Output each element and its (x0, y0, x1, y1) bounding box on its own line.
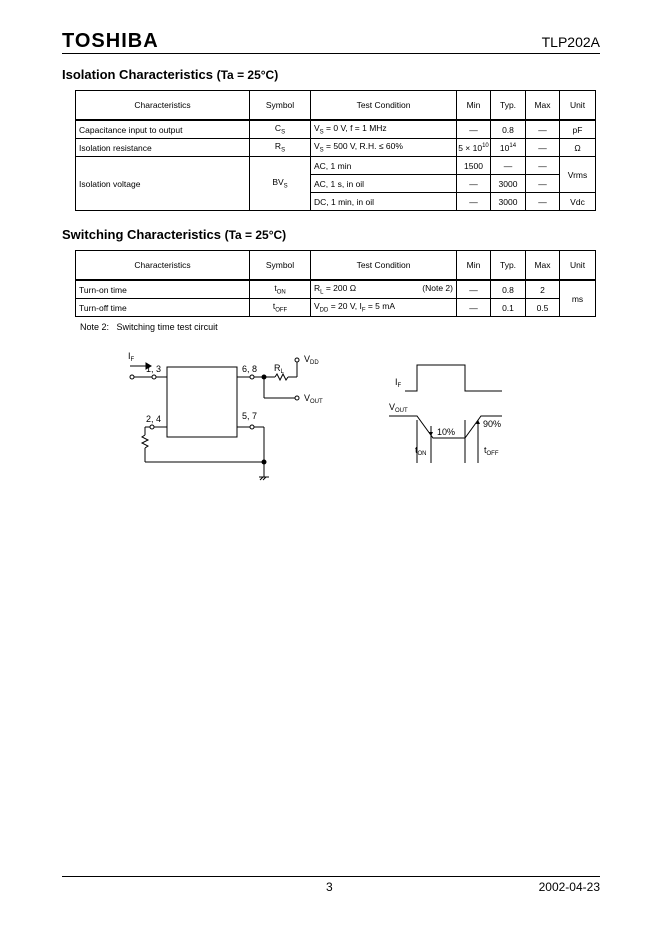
min: — (457, 280, 491, 299)
table-row (76, 280, 596, 299)
ton-label: $t_{ON}$ (415, 445, 427, 457)
col-header: Unit (560, 251, 596, 281)
char-name: Isolation voltage (76, 157, 250, 211)
test-condition: $R_L = 200$ Ω (Note 2) (311, 280, 457, 299)
note-2 (80, 322, 218, 332)
col-header: Max (526, 91, 560, 121)
table-row (76, 139, 596, 157)
if-label: $I_F$ (128, 351, 135, 363)
max: 0.5 (526, 299, 560, 317)
test-condition: $V_S = 500$ V, R.H. ≤ 60% (311, 139, 457, 157)
vout-label: $V_{OUT}$ (304, 393, 323, 405)
test-circuit-diagram (120, 345, 340, 490)
symbol: $C_S$ (250, 120, 311, 139)
p90-label: 90% (483, 419, 502, 429)
table-row (76, 157, 596, 175)
toff-label: $t_{OFF}$ (484, 445, 499, 457)
if-waveform (405, 365, 502, 391)
col-header: Test Condition (311, 91, 457, 121)
min: — (457, 193, 491, 211)
max: — (526, 120, 560, 139)
symbol: $t_{ON}$ (250, 280, 311, 299)
pin-68-label: 6, 8 (242, 364, 258, 374)
max: — (526, 139, 560, 157)
max: 2 (526, 280, 560, 299)
test-condition: $V_{DD} = 20$ V, $I_F = 5$ mA (311, 299, 457, 317)
isolation-table (75, 90, 596, 211)
part-number: TLP202A (541, 34, 600, 50)
switching-title-text: Switching Characteristics (62, 227, 221, 242)
junction-dot (262, 460, 267, 465)
note-ref: (Note 2) (422, 283, 453, 294)
junction-dot (262, 375, 267, 380)
max: — (526, 175, 560, 193)
col-header: Typ. (491, 251, 526, 281)
char-name: Turn-on time (76, 280, 250, 299)
col-header: Symbol (250, 91, 311, 121)
min: 1500 (457, 157, 491, 175)
typ: 3000 (491, 193, 526, 211)
min: — (457, 175, 491, 193)
switching-table (75, 250, 596, 317)
col-header: Min (457, 251, 491, 281)
p10-label: 10% (437, 427, 456, 437)
wave-vout-label: $V_{OUT}$ (389, 402, 408, 414)
footer-divider (62, 876, 600, 877)
header-divider (62, 53, 600, 54)
typ: 0.1 (491, 299, 526, 317)
isolation-title-text: Isolation Characteristics (62, 67, 213, 82)
col-header: Unit (560, 91, 596, 121)
unit: Vrms (560, 157, 596, 193)
pin-57-label: 5, 7 (242, 411, 258, 421)
vdd-label: $V_{DD}$ (304, 354, 319, 366)
page-number: 3 (326, 880, 333, 894)
col-header: Symbol (250, 251, 311, 281)
table-row (76, 120, 596, 139)
footer-date: 2002-04-23 (538, 880, 600, 894)
resistor-icon (142, 435, 148, 448)
col-header: Characteristics (76, 91, 250, 121)
table-header-row (76, 251, 596, 281)
col-header: Typ. (491, 91, 526, 121)
typ: 3000 (491, 175, 526, 193)
test-condition: DC, 1 min, in oil (311, 193, 457, 211)
symbol: $t_{OFF}$ (250, 299, 311, 317)
unit: pF (560, 120, 596, 139)
vdd-terminal (295, 358, 299, 362)
isolation-condition: (Ta = 25°C) (216, 68, 279, 82)
typ: — (491, 157, 526, 175)
toshiba-logo: TOSHIBA (62, 30, 159, 52)
switching-title (62, 227, 286, 242)
min: $5 \times 10^{10}$ (457, 139, 491, 157)
vout-terminal (295, 396, 299, 400)
unit: ms (560, 280, 596, 317)
char-name: Capacitance input to output (76, 120, 250, 139)
wave-if-label: $I_F$ (395, 377, 402, 389)
pin-24-label: 2, 4 (146, 414, 162, 424)
unit: Vdc (560, 193, 596, 211)
typ: 0.8 (491, 280, 526, 299)
note-label: Note 2: (80, 322, 110, 332)
min: — (457, 120, 491, 139)
test-condition: $V_S = 0$ V, f = 1 MHz (311, 120, 457, 139)
col-header: Max (526, 251, 560, 281)
max: — (526, 193, 560, 211)
symbol: $R_S$ (250, 139, 311, 157)
pin-13-label: 1, 3 (146, 364, 162, 374)
waveform-diagram (385, 360, 510, 470)
char-name: Turn-off time (76, 299, 250, 317)
char-name: Isolation resistance (76, 139, 250, 157)
max: — (526, 157, 560, 175)
typ: 0.8 (491, 120, 526, 139)
typ: $10^{14}$ (491, 139, 526, 157)
ic-body (167, 367, 237, 437)
rl-label: $R_L$ (274, 363, 284, 375)
table-header-row (76, 91, 596, 121)
note-text: Switching time test circuit (116, 322, 218, 332)
isolation-title (62, 67, 278, 82)
unit: Ω (560, 139, 596, 157)
symbol: $BV_S$ (250, 157, 311, 211)
col-header: Test Condition (311, 251, 457, 281)
min: — (457, 299, 491, 317)
test-condition: AC, 1 s, in oil (311, 175, 457, 193)
col-header: Min (457, 91, 491, 121)
test-condition: AC, 1 min (311, 157, 457, 175)
table-row (76, 299, 596, 317)
switching-condition: (Ta = 25°C) (224, 228, 287, 242)
terminal (130, 375, 134, 379)
col-header: Characteristics (76, 251, 250, 281)
